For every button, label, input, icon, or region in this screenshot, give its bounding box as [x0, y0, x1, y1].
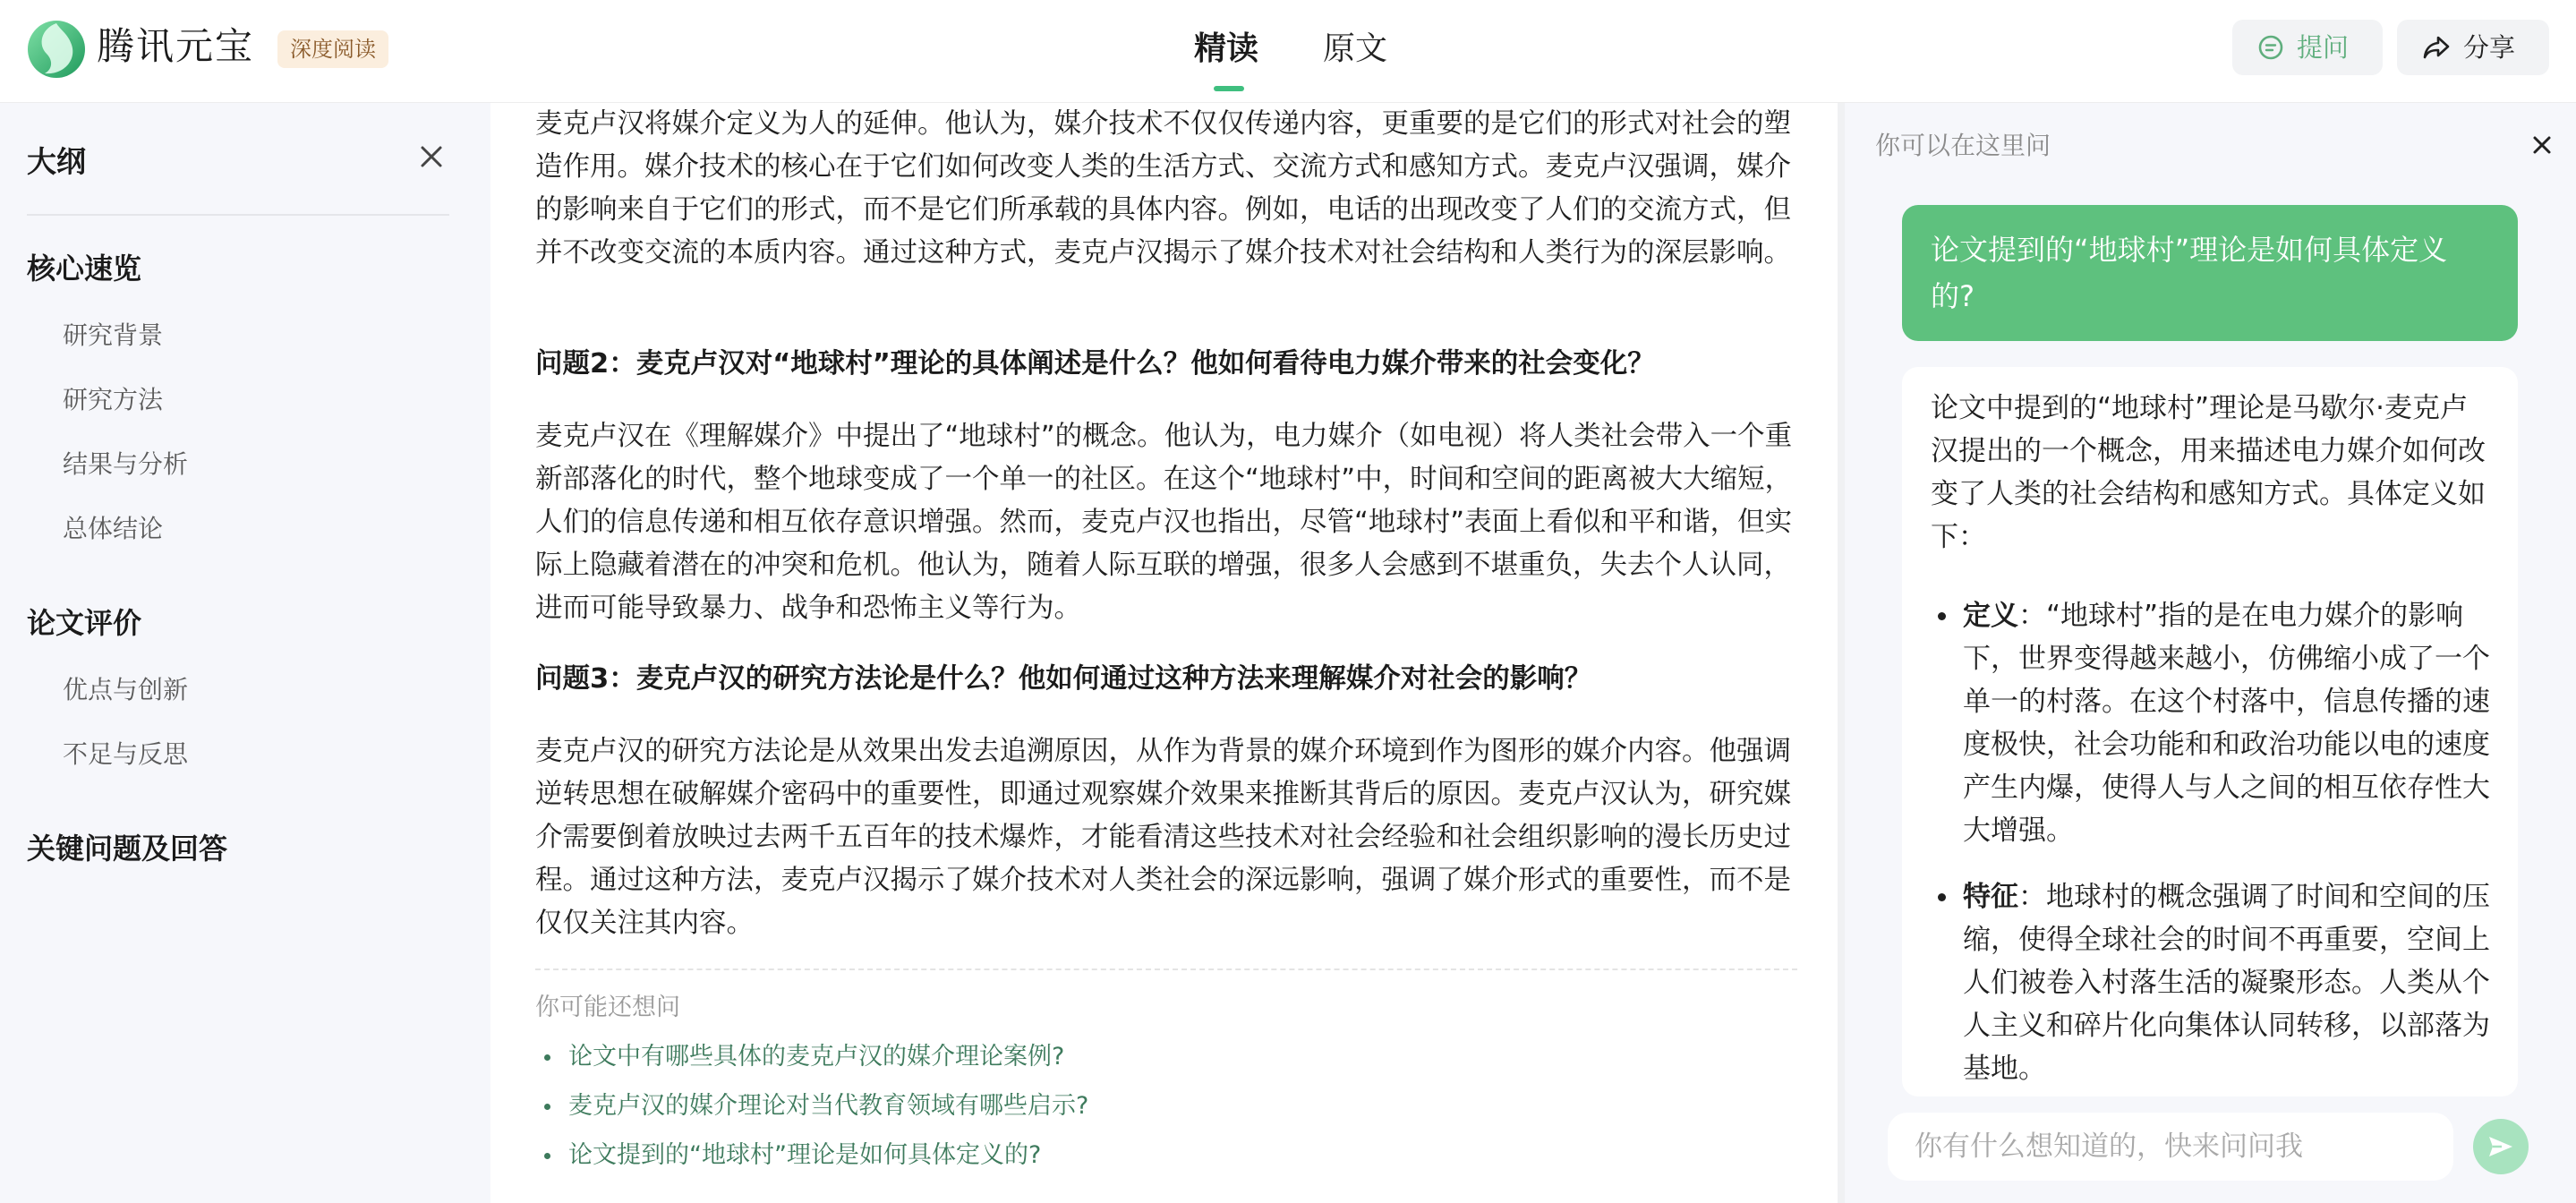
share-button-label: 分享: [2463, 32, 2516, 63]
bullet-icon: [544, 1054, 550, 1061]
answer-list-item: 定义：“地球村”指的是在电力媒介的影响下，世界变得越来越小，仿佛缩小成了一个单一的村落。在这个村落中，信息传播的速度极快，社会功能和和政治功能以电的速度产生内爆，使得人与人之间的相互依存性大大增强。: [1963, 594, 2495, 852]
outline-section-key-questions[interactable]: 关键问题及回答: [27, 832, 228, 866]
chat-bubble-icon: [2257, 34, 2284, 61]
article-paragraph: 麦克卢汉在《理解媒介》中提出了“地球村”的概念。他认为，电力媒介（如电视）将人类社会带入一个重新部落化的时代，整个地球变成了一个单一的社区。在这个“地球村”中，时间和空间的距离被大大缩短，人们的信息传递和相互依存意识增强。然而，麦克卢汉也指出，尽管“地球村”表面上看似和平和谐，但实际上隐藏着潜在的冲突和危机。他认为，随着人际互联的增强，很多人会感到不堪重负，失去个人认同，进而可能导致暴力、战争和恐怖主义等行为。: [535, 421, 1793, 624]
top-bar: [0, 0, 2576, 103]
suggested-question[interactable]: 麦克卢汉的媒介理论对当代教育领域有哪些启示?: [544, 1086, 1088, 1121]
outline-item-shortcomings[interactable]: 不足与反思: [63, 739, 189, 769]
outline-item-research-background[interactable]: 研究背景: [63, 320, 164, 350]
divider: [27, 214, 449, 216]
ask-button-label: 提问: [2297, 32, 2350, 63]
send-icon: [2486, 1131, 2516, 1162]
answer-intro: 论文中提到的“地球村”理论是马歇尔·麦克卢汉提出的一个概念，用来描述电力媒介如何改变了人类的社会结构和感知方式。具体定义如下：: [1931, 392, 2486, 553]
panel-divider[interactable]: [1838, 103, 1845, 1203]
bullet-icon: [544, 1104, 550, 1110]
close-icon[interactable]: [2527, 130, 2557, 160]
outline-item-overall-conclusion[interactable]: 总体结论: [63, 514, 164, 543]
yuanbao-logo-icon[interactable]: [25, 18, 88, 81]
outline-item-research-methods[interactable]: 研究方法: [63, 385, 164, 414]
divider: [535, 968, 1797, 970]
question-heading: 问题2：麦克卢汉对“地球村”理论的具体阐述是什么？他如何看待电力媒介带来的社会变化？: [535, 348, 1655, 380]
tab-original-text[interactable]: 原文: [1323, 30, 1388, 67]
brand-name: 腾讯元宝: [97, 24, 255, 68]
outline-section-core-overview[interactable]: 核心速览: [27, 252, 142, 286]
article-paragraph: 麦克卢汉将媒介定义为人的延伸。他认为，媒介技术不仅仅传递内容，更重要的是它们的形式对社会的塑造作用。媒介技术的核心在于它们如何改变人类的生活方式、交流方式和感知方式。麦克卢汉强调，媒介的影响来自于它们的形式，而不是它们所承载的具体内容。例如，电话的出现改变了人们的交流方式，但并不改变交流的本质内容。通过这种方式，麦克卢汉揭示了媒介技术对社会结构和人类行为的深层影响。: [535, 108, 1791, 269]
article-content: [490, 103, 1838, 1203]
tab-intensive-read[interactable]: 精读: [1194, 30, 1259, 67]
suggested-question[interactable]: 论文中有哪些具体的麦克卢汉的媒介理论案例?: [544, 1037, 1064, 1071]
outline-item-results-analysis[interactable]: 结果与分析: [63, 449, 189, 479]
close-icon[interactable]: [414, 139, 449, 175]
suggestions-title: 你可能还想问: [535, 994, 680, 1021]
share-button[interactable]: [2397, 20, 2549, 75]
bullet-icon: [1938, 893, 1946, 901]
outline-section-paper-evaluation[interactable]: 论文评价: [27, 606, 142, 640]
user-message: 论文提到的“地球村”理论是如何具体定义的?: [1902, 205, 2518, 341]
active-tab-indicator: [1214, 86, 1244, 91]
suggested-question[interactable]: 论文提到的“地球村”理论是如何具体定义的?: [544, 1135, 1041, 1170]
assistant-message: [1902, 367, 2518, 1096]
answer-list-item: 特征：地球村的概念强调了时间和空间的压缩，使得全球社会的时间不再重要，空间上人们被卷入村落生活的凝聚形态。人类从个人主义和碎片化向集体认同转移，以部落为基地。: [1963, 875, 2495, 1090]
chat-panel: [1845, 103, 2576, 1203]
ask-button[interactable]: [2232, 20, 2383, 75]
share-icon: [2422, 34, 2451, 61]
deep-read-badge: 深度阅读: [277, 30, 388, 68]
outline-title: 大纲: [27, 144, 86, 179]
bullet-icon: [544, 1153, 550, 1159]
send-button[interactable]: [2473, 1119, 2529, 1174]
question-heading: 问题3：麦克卢汉的研究方法论是什么？他如何通过这种方法来理解媒介对社会的影响？: [535, 663, 1592, 695]
outline-item-strengths[interactable]: 优点与创新: [63, 675, 189, 704]
outline-sidebar: [0, 103, 490, 1203]
chat-input[interactable]: 你有什么想知道的，快来问问我: [1888, 1113, 2453, 1181]
bullet-icon: [1938, 612, 1946, 620]
chat-hint: 你可以在这里问: [1875, 131, 2051, 160]
article-paragraph: 麦克卢汉的研究方法论是从效果出发去追溯原因，从作为背景的媒介环境到作为图形的媒介内容。他强调逆转思想在破解媒介密码中的重要性，即通过观察媒介效果来推断其背后的原因。麦克卢汉认为，研究媒介需要倒着放映过去两千五百年的技术爆炸，才能看清这些技术对社会经验和社会组织影响的漫长历史过程。通过这种方法，麦克卢汉揭示了媒介技术对人类社会的深远影响，强调了媒介形式的重要性，而不是仅仅关注其内容。: [535, 736, 1791, 939]
